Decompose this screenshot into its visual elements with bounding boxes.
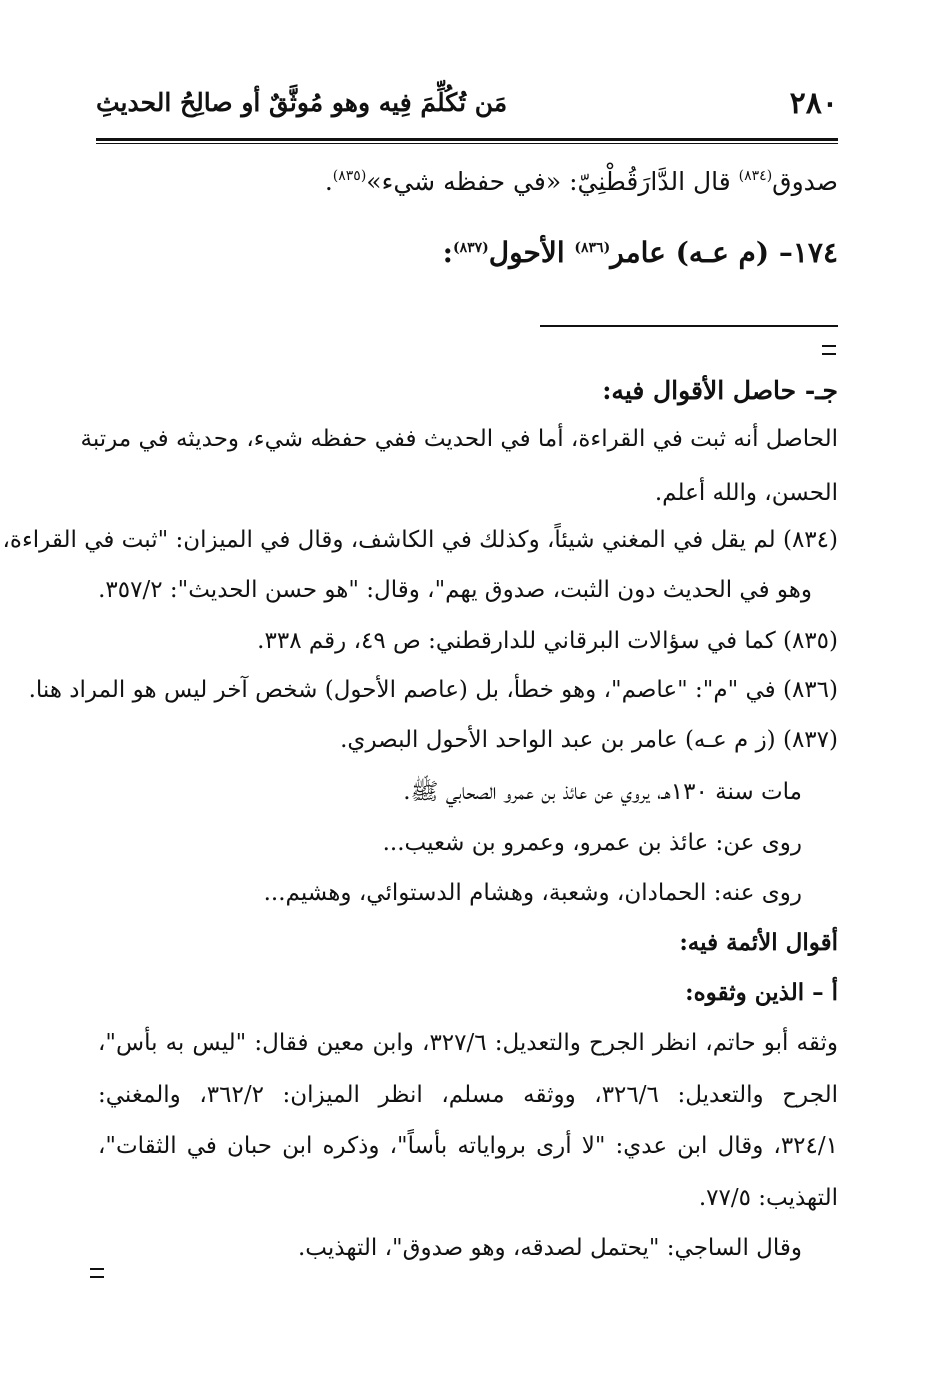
summary-line: الحاصل أنه ثبت في القراءة، أما في الحديث ففي حفظه شيء، وحديثه في مرتبة <box>80 426 838 452</box>
header-rule <box>96 138 838 144</box>
narrated-from-line: روى عن: عائذ بن عمرو، وعمرو بن شعيب... <box>382 830 802 856</box>
footnote-836: (٨٣٦) في "م": "عاصم"، وهو خطأ، بل (عاصم الأحول) شخص آخر ليس هو المراد هنا. <box>28 677 838 703</box>
footnote-834: (٨٣٤) لم يقل في المغني شيئاً، وكذلك في الكاشف، وقال في الميزان: "ثبت في القراءة، <box>2 527 838 553</box>
footnote-ref-836: (٨٣٦) <box>574 240 611 256</box>
text-segment: : <box>442 236 453 269</box>
summary-line: الحسن، والله أعلم. <box>654 480 838 506</box>
footnote-ref-835: (٨٣٥) <box>332 168 367 184</box>
footnote-834-continued: وهو في الحديث دون الثبت، صدوق يهم"، وقال: "هو حسن الحديث": ٣٥٧/٢. <box>98 577 812 603</box>
footnote-837: (٨٣٧) (ز م عـه) عامر بن عبد الواحد الأحول البصري. <box>340 727 838 753</box>
text-segment: . <box>324 167 333 196</box>
entry-number-and-code: ١٧٤– (م عـه) عامر <box>610 236 838 269</box>
page-number: ٢٨٠ <box>789 86 838 121</box>
footnote-835: (٨٣٥) كما في سؤالات البرقاني للدارقطني: ص ٤٩، رقم ٣٣٨. <box>257 628 838 654</box>
footnote-ref-834: (٨٣٤) <box>738 168 773 184</box>
text-segment: صدوق <box>772 167 838 196</box>
trust-line: ٣٢٤/١، وقال ابن عدي: "لا أرى برواياته بأساً"، وذكره ابن حبان في الثقات"، <box>98 1133 838 1159</box>
narrated-by-line: روى عنه: الحمادان، وشعبة، وهشام الدستوائي، وهشيم... <box>263 880 802 906</box>
main-text-line <box>325 166 838 198</box>
trusted-by-heading: أ – الذين وثقوه: <box>685 979 838 1006</box>
continuation-mark-top <box>822 345 836 355</box>
running-head <box>96 78 838 128</box>
continuation-mark-bottom <box>90 1268 104 1278</box>
entry-heading-174 <box>443 237 838 269</box>
trust-line: وثقه أبو حاتم، انظر الجرح والتعديل: ٣٢٧/٦، وابن معين فقال: "ليس به بأس"، <box>98 1030 838 1056</box>
running-title: مَن تُكُلِّمَ فِيه وهو مُوثَّقٌ أو صالِحُ الحديثِ <box>96 88 508 117</box>
saji-quote-line: وقال الساجي: "يحتمل لصدقه، وهو صدوق"، التهذيب. <box>298 1235 802 1261</box>
trust-line: الجرح والتعديل: ٣٢٦/٦، ووثقه مسلم، انظر الميزان: ٣٦٢/٢، والمغني: <box>98 1082 838 1108</box>
entry-name: الأحول <box>488 236 575 269</box>
footnote-ref-837: (٨٣٧) <box>452 240 489 256</box>
section-heading-jeem: جـ- حاصل الأقوال فيه: <box>602 376 838 405</box>
footnote-separator <box>540 325 838 327</box>
text-segment: قال الدَّارَقُطْنِيّ: «في حفظه شيء» <box>366 167 739 196</box>
trust-line: التهذيب: ٧٧/٥. <box>698 1185 838 1211</box>
imams-opinions-heading: أقوال الأئمة فيه: <box>679 929 838 956</box>
death-date-line: مات سنة ١٣٠هـ، يروي عن عائذ بن عمرو الصحابي ﷺ. <box>403 779 802 805</box>
